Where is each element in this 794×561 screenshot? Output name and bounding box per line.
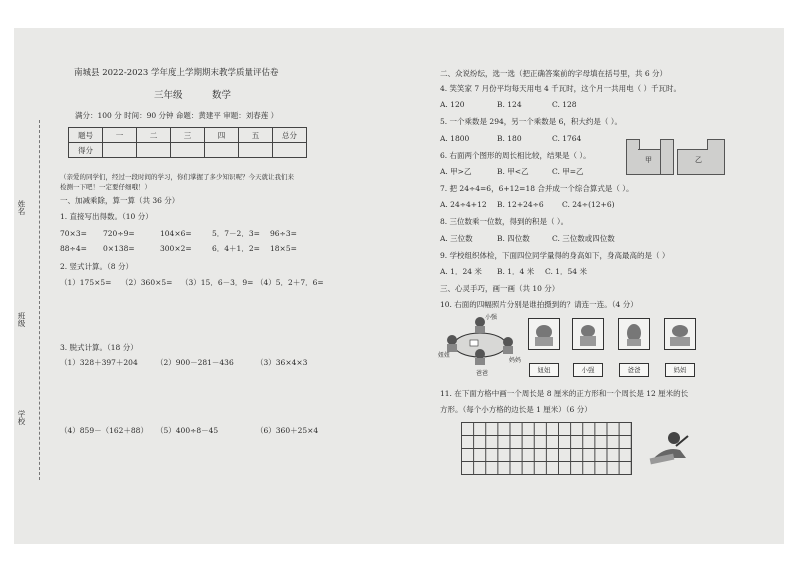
stepwise-calc-item: （2）900－281－436 — [156, 358, 234, 367]
question-5: 5. 一个乘数是 294，另一个乘数是 6，积大约是（ ）。 — [440, 117, 623, 126]
option[interactable]: B. 12+24÷6 — [497, 200, 544, 209]
option[interactable]: C. 24÷(12+6) — [562, 200, 615, 209]
score-header-cell: 一 — [103, 128, 137, 143]
option[interactable]: A. 120 — [440, 100, 465, 109]
stepwise-calc-item: （1）328＋397＋204 — [60, 358, 138, 367]
option[interactable]: A. 1．24 米 — [440, 267, 482, 276]
score-cell[interactable] — [171, 143, 205, 158]
option[interactable]: C. 1764 — [552, 134, 582, 143]
vertical-calc-item: （1）175×5= — [60, 278, 112, 287]
grade-label: 三年级 — [154, 90, 183, 101]
figure-jia — [626, 139, 672, 173]
exam-title: 南城县 2022-2023 学年度上学期期末教学质量评估卷 — [74, 68, 279, 78]
score-header-cell: 四 — [205, 128, 239, 143]
question-2-title: 2. 竖式计算。（8 分） — [60, 262, 133, 271]
option[interactable]: A. 三位数 — [440, 234, 473, 243]
question-1-title: 1. 直接写出得数。（10 分） — [60, 212, 153, 221]
person-label-mama: 妈妈 — [509, 357, 522, 364]
question-7: 7. 把 24÷4=6，6+12=18 合并成一个综合算式是（ ）。 — [440, 184, 634, 193]
subject-label: 数学 — [212, 90, 232, 101]
binding-class-label: 班级 — [17, 312, 26, 327]
question-10: 10. 右面的四幅照片分别是谁拍摄到的？请连一连。（4 分） — [440, 300, 638, 309]
option[interactable]: B. 180 — [497, 134, 522, 143]
score-cell[interactable] — [273, 143, 307, 158]
question-3-title: 3. 脱式计算。（18 分） — [60, 343, 138, 352]
section-1-title: 一、加减乘除，算一算（共 36 分） — [60, 196, 180, 205]
stepwise-calc-item: （3）36×4×3 — [256, 358, 308, 367]
option[interactable]: B. 124 — [497, 100, 522, 109]
score-table — [68, 127, 307, 158]
oral-calc-item: 5．7－2．3= — [212, 229, 260, 238]
question-4: 4. 笑笑家 7 月份平均每天用电 4 千瓦时，这个月一共用电（ ）千瓦时。 — [440, 84, 682, 93]
notice-line: （亲爱的同学们，经过一段时间的学习，你们掌握了多少知识呢？今天就让我们来 — [60, 173, 294, 181]
oral-calc-item: 96÷3= — [270, 229, 297, 238]
family-table-illustration — [438, 310, 518, 372]
question-11-line1: 11. 在下面方格中画一个周长是 8 厘米的正方形和一个周长是 12 厘米的长 — [440, 389, 689, 398]
person-label-baba: 爸爸 — [476, 370, 489, 377]
score-header-cell: 总分 — [273, 128, 307, 143]
stepwise-calc-item: （4）859－（162＋88） — [60, 426, 148, 435]
match-label[interactable]: 妈妈 — [665, 363, 695, 377]
section-3-title: 三、心灵手巧，画一画（共 10 分） — [440, 284, 560, 293]
notice-line: 检测一下吧！一定要仔细哦！） — [60, 183, 151, 191]
score-cell[interactable] — [137, 143, 171, 158]
figure-yi-label: 乙 — [695, 156, 702, 164]
match-label[interactable]: 小强 — [573, 363, 603, 377]
option[interactable]: B. 1．4 米 — [497, 267, 535, 276]
drawing-kid-illustration — [646, 428, 692, 468]
oral-calc-item: 18×5= — [270, 244, 297, 253]
score-cell[interactable] — [103, 143, 137, 158]
exam-meta: 满分：100 分 时间：90 分钟 命题：黄建平 审题：刘春莲 ） — [75, 111, 279, 120]
figure-yi — [677, 139, 723, 173]
question-9: 9. 学校组织体检，下面四位同学量得的身高如下，身高最高的是（ ） — [440, 251, 670, 260]
option[interactable]: A. 24÷4+12 — [440, 200, 487, 209]
score-header-cell: 题号 — [69, 128, 103, 143]
oral-calc-item: 104×6= — [160, 229, 192, 238]
vertical-calc-item: （4）5．2＋7．6= — [256, 278, 324, 287]
figure-jia-label: 甲 — [645, 156, 652, 164]
option[interactable]: B. 四位数 — [497, 234, 530, 243]
score-cell[interactable] — [205, 143, 239, 158]
option[interactable]: C. 1．54 米 — [545, 267, 587, 276]
oral-calc-item: 88÷4= — [60, 244, 87, 253]
score-cell[interactable] — [239, 143, 273, 158]
binding-line — [39, 120, 40, 480]
drawing-grid[interactable] — [461, 422, 632, 475]
stepwise-calc-item: （6）360＋25×4 — [256, 426, 319, 435]
oral-calc-item: 720÷9= — [103, 229, 135, 238]
vertical-calc-item: （2）360×5= — [121, 278, 173, 287]
oral-calc-item: 300×2= — [160, 244, 192, 253]
question-11-line2: 方形。（每个小方格的边长是 1 厘米）（6 分） — [440, 405, 592, 414]
option[interactable]: C. 三位数或四位数 — [552, 234, 615, 243]
binding-school-label: 学校 — [17, 410, 26, 425]
score-header-cell: 二 — [137, 128, 171, 143]
stepwise-calc-item: （5）400÷8－45 — [156, 426, 219, 435]
option[interactable]: C. 128 — [552, 100, 577, 109]
binding-name-label: 姓名 — [17, 200, 26, 215]
photo-3 — [618, 318, 650, 350]
photo-1 — [528, 318, 560, 350]
person-label-xiaoqiang: 小强 — [485, 314, 498, 321]
section-2-title: 二、众说纷纭，选一选（把正确答案前的字母填在括号里，共 6 分） — [440, 69, 668, 78]
score-row-label: 得分 — [69, 143, 103, 158]
question-8: 8. 三位数乘一位数，得到的积是（ ）。 — [440, 217, 569, 226]
photo-4 — [664, 318, 696, 350]
match-label[interactable]: 妞妞 — [529, 363, 559, 377]
score-header-cell: 五 — [239, 128, 273, 143]
option[interactable]: B. 甲<乙 — [497, 167, 529, 176]
oral-calc-item: 0×138= — [103, 244, 135, 253]
option[interactable]: A. 1800 — [440, 134, 470, 143]
oral-calc-item: 70×3= — [60, 229, 87, 238]
question-6: 6. 右面两个图形的周长相比较，结果是（ ）。 — [440, 151, 591, 160]
photo-2 — [572, 318, 604, 350]
vertical-calc-item: （3）15．6－3．9= — [181, 278, 254, 287]
match-label[interactable]: 爸爸 — [619, 363, 649, 377]
oral-calc-item: 6．4＋1．2= — [212, 244, 260, 253]
person-label-niuniu: 妞妞 — [438, 352, 451, 359]
option[interactable]: C. 甲=乙 — [552, 167, 584, 176]
option[interactable]: A. 甲>乙 — [440, 167, 472, 176]
score-header-cell: 三 — [171, 128, 205, 143]
